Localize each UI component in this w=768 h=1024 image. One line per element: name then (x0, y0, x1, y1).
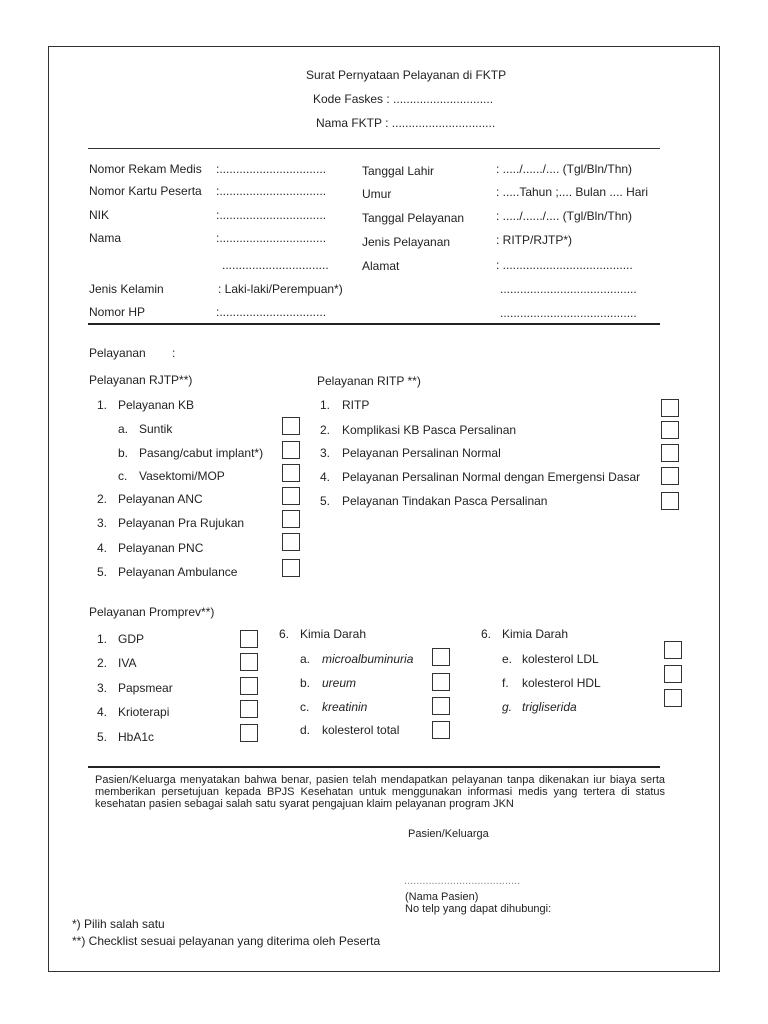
checkbox[interactable] (661, 467, 679, 485)
rjtp-num: 4. (97, 541, 108, 555)
id-left-value[interactable]: : Laki-laki/Perempuan*) (218, 282, 343, 296)
id-right-value[interactable]: : RITP/RJTP*) (496, 233, 573, 247)
ritp-num: 4. (320, 470, 331, 484)
checkbox[interactable] (282, 533, 300, 551)
pelayanan-colon: : (172, 346, 176, 360)
checkbox[interactable] (432, 673, 450, 691)
checkbox[interactable] (661, 421, 679, 439)
kimia-sub-num: c. (300, 700, 310, 714)
checkbox[interactable] (664, 665, 682, 683)
rjtp-item-label: Pelayanan Ambulance (118, 565, 238, 579)
phone-label: No telp yang dapat dihubungi: (405, 903, 552, 915)
id-right-label: Umur (362, 187, 392, 201)
kb-sub-label: Vasektomi/MOP (139, 469, 225, 483)
kimia-sub-num: d. (300, 723, 311, 737)
checkbox[interactable] (664, 689, 682, 707)
id-left-value[interactable]: :................................ (216, 184, 327, 198)
id-right-value[interactable]: : ...../....../.... (Tgl/Bln/Thn) (496, 162, 633, 176)
ritp-num: 3. (320, 446, 331, 460)
ritp-heading: Pelayanan RITP **) (317, 374, 421, 388)
checkbox[interactable] (282, 464, 300, 482)
identity-divider (88, 323, 660, 325)
kb-sub-num: c. (118, 469, 128, 483)
rjtp-num: 3. (97, 516, 108, 530)
id-right-value[interactable]: : ...../....../.... (Tgl/Bln/Thn) (496, 209, 633, 223)
ritp-num: 5. (320, 494, 331, 508)
checkbox[interactable] (432, 721, 450, 739)
kimia-sub-label: kolesterol LDL (522, 652, 599, 666)
kimia-heading: Kimia Darah (502, 627, 569, 641)
checkbox[interactable] (664, 641, 682, 659)
rjtp-item-label: Pelayanan Pra Rujukan (118, 516, 245, 530)
kimia-sub-num: f. (502, 676, 509, 690)
promprev-item-label: HbA1c (118, 730, 155, 744)
checkbox[interactable] (240, 724, 258, 742)
checkbox[interactable] (282, 417, 300, 435)
checkbox[interactable] (240, 677, 258, 695)
kimia-num: 6. (481, 627, 492, 641)
id-right-label: Jenis Pelayanan (362, 235, 451, 249)
kimia-sub-label: kolesterol HDL (522, 676, 601, 690)
footnote: *) Pilih salah satu (72, 917, 165, 931)
ritp-item-label: Pelayanan Persalinan Normal dengan Emergensi Dasar (342, 470, 641, 484)
checkbox[interactable] (240, 653, 258, 671)
statement-text: Pasien/Keluarga menyatakan bahwa benar, pasien telah mendapatkan pelayanan tanpa dikenakan iur biaya serta memberikan persetujuan kepada BPJS Kesehatan untuk menggunakan informasi medis yang tertera di status kesehatan pasien sebagai salah satu syarat pengajuan klaim pelayanan program JKN (95, 774, 665, 810)
checkbox[interactable] (282, 559, 300, 577)
rjtp-num: 2. (97, 492, 108, 506)
promprev-num: 4. (97, 705, 108, 719)
id-left-value[interactable]: :................................ (216, 231, 327, 245)
id-right-value[interactable]: : .....Tahun ;.... Bulan .... Hari (496, 185, 649, 199)
id-left-value[interactable]: :................................ (216, 208, 327, 222)
id-right-label: Tanggal Lahir (362, 164, 435, 178)
id-left-value[interactable]: :................................ (216, 162, 327, 176)
rjtp-item-label: Pelayanan PNC (118, 541, 204, 555)
ritp-num: 2. (320, 423, 331, 437)
id-right-value[interactable]: ......................................... (500, 306, 637, 320)
footnote: **) Checklist sesuai pelayanan yang diterima oleh Peserta (72, 934, 381, 948)
promprev-num: 3. (97, 681, 108, 695)
id-left-label: Nama (89, 231, 122, 245)
signature-line[interactable]: ...................................... (404, 875, 521, 887)
promprev-item-label: Papsmear (118, 681, 173, 695)
kimia-sub-label: trigliserida (522, 700, 577, 714)
kode-faskes: Kode Faskes : .............................. (313, 92, 494, 106)
checkbox[interactable] (282, 441, 300, 459)
id-left-label: Nomor Kartu Peserta (89, 184, 202, 198)
id-left-value[interactable]: :................................ (216, 305, 327, 319)
id-left-label: Nomor HP (89, 305, 146, 319)
kb-sub-num: a. (118, 422, 129, 436)
checkbox[interactable] (432, 697, 450, 715)
kimia-sub-label: ureum (322, 676, 357, 690)
patient-name: (Nama Pasien) (405, 891, 479, 903)
kimia-sub-label: microalbuminuria (322, 652, 414, 666)
rjtp-item-label: Pelayanan ANC (118, 492, 203, 506)
checkbox[interactable] (661, 399, 679, 417)
id-left-label: NIK (89, 208, 110, 222)
rjtp-num: 5. (97, 565, 108, 579)
signature-title: Pasien/Keluarga (408, 828, 489, 840)
kb-sub-label: Pasang/cabut implant*) (139, 446, 264, 460)
kimia-sub-label: kolesterol total (322, 723, 400, 737)
checkbox[interactable] (661, 492, 679, 510)
promprev-item-label: IVA (118, 656, 137, 670)
id-right-value[interactable]: ......................................... (500, 282, 637, 296)
checkbox[interactable] (432, 648, 450, 666)
nama-fktp: Nama FKTP : ............................... (316, 116, 496, 130)
id-right-label: Tanggal Pelayanan (362, 211, 465, 225)
promprev-num: 5. (97, 730, 108, 744)
checkbox[interactable] (240, 700, 258, 718)
promprev-num: 1. (97, 632, 108, 646)
rjtp-num: 1. (97, 398, 108, 412)
ritp-item-label: Pelayanan Persalinan Normal (342, 446, 501, 460)
promprev-item-label: GDP (118, 632, 145, 646)
promprev-item-label: Krioterapi (118, 705, 170, 719)
kimia-sub-num: e. (502, 652, 513, 666)
id-left-label: Jenis Kelamin (89, 282, 164, 296)
kb-sub-num: b. (118, 446, 129, 460)
header-divider (88, 148, 660, 149)
id-left-value[interactable]: ................................ (222, 258, 329, 272)
kimia-heading: Kimia Darah (300, 627, 367, 641)
checkbox[interactable] (282, 510, 300, 528)
id-left-label: Nomor Rekam Medis (89, 162, 202, 176)
checkbox[interactable] (661, 444, 679, 462)
kimia-sub-num: a. (300, 652, 311, 666)
ritp-num: 1. (320, 398, 331, 412)
rjtp-heading: Pelayanan RJTP**) (89, 373, 193, 387)
rjtp-item-label: Pelayanan KB (118, 398, 195, 412)
pelayanan-label: Pelayanan (89, 346, 146, 360)
ritp-item-label: Komplikasi KB Pasca Persalinan (342, 423, 517, 437)
kimia-sub-num: g. (502, 700, 513, 714)
kimia-sub-label: kreatinin (322, 700, 368, 714)
kimia-sub-num: b. (300, 676, 311, 690)
promprev-num: 2. (97, 656, 108, 670)
id-right-value[interactable]: : ....................................... (496, 258, 633, 272)
promprev-heading: Pelayanan Promprev**) (89, 605, 215, 619)
checkbox[interactable] (282, 487, 300, 505)
checkbox[interactable] (240, 630, 258, 648)
ritp-item-label: RITP (342, 398, 370, 412)
form-title: Surat Pernyataan Pelayanan di FKTP (306, 68, 507, 82)
ritp-item-label: Pelayanan Tindakan Pasca Persalinan (342, 494, 548, 508)
id-right-label: Alamat (362, 259, 400, 273)
kimia-num: 6. (279, 627, 290, 641)
statement-divider (88, 766, 660, 768)
kb-sub-label: Suntik (139, 422, 173, 436)
